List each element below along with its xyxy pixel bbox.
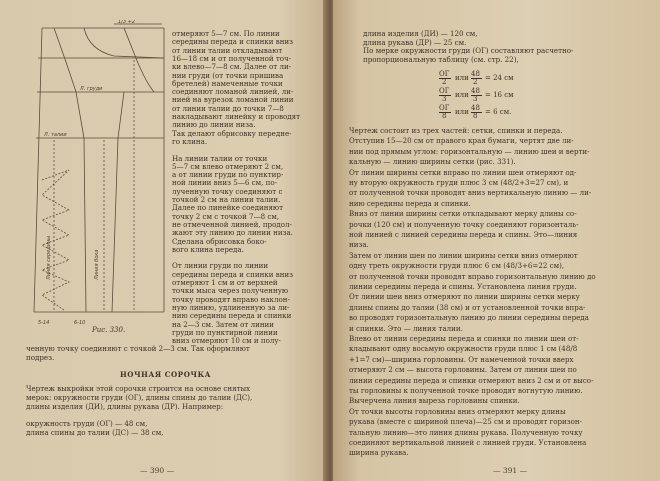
text-line: отмеряют 5—7 см. По линии bbox=[172, 29, 280, 38]
fraction-numerator: 48 bbox=[471, 70, 480, 78]
page-number-right: — 391 — bbox=[493, 466, 528, 475]
text-line: +1=7 см)—ширина горловины. От намеченной точки вверх bbox=[349, 354, 574, 364]
text-line: Чертеж состоит из трех частей: сетки, спинки и переда. bbox=[349, 126, 563, 135]
text-line: рукава (вместе с шириной плеча)—25 см и проводят горизон- bbox=[349, 417, 583, 427]
formula-row bbox=[439, 70, 559, 86]
pattern-figure bbox=[14, 20, 174, 330]
left-page bbox=[0, 0, 327, 481]
fraction-bar bbox=[471, 95, 482, 96]
text-line: и спинки. Это — линия талии. bbox=[349, 323, 463, 333]
text-line: точку проводят вправо наклон- bbox=[172, 294, 290, 304]
fraction-denominator: 2 bbox=[442, 78, 447, 86]
left-edge bbox=[34, 28, 42, 312]
fraction-denominator: 2 bbox=[473, 78, 478, 86]
figure-caption: Рис. 330. bbox=[92, 326, 126, 334]
text-line: рочки (120 см) и полученную точку соединяют горизонталь- bbox=[349, 219, 579, 229]
text-line: тальную линию—это линия длины рукава. Полученную точку bbox=[349, 427, 583, 437]
text-line: длина изделия (ДИ) — 120 см, bbox=[363, 29, 478, 38]
text-line: пропорциональную таблицу (см. стр. 22), bbox=[363, 54, 519, 64]
text-line: линии середины переда и спинки отмеряют вниз 2 см и от высо- bbox=[349, 375, 594, 385]
text-line: Затем от линии шеи по линии ширины сетки вниз отмеряют bbox=[349, 250, 578, 260]
neckline-curve bbox=[84, 28, 164, 58]
label-side: Линия бока bbox=[94, 249, 100, 280]
text-line: жают эту линию до линии низа. bbox=[172, 228, 293, 238]
text-line: линии середины переда и спины. Установлена линия груди. bbox=[349, 282, 577, 291]
label-hem-left: 5-14 bbox=[38, 320, 50, 326]
text-line: точку 2 см с точкой 7—8 см, bbox=[172, 211, 280, 221]
label-top-dim: 1/3 +2 bbox=[118, 20, 136, 25]
text-line: середины переда и спинки вниз bbox=[172, 37, 294, 47]
text-line: от линии талии откладывают bbox=[172, 45, 283, 55]
text-line: ки влево—7—8 см. Далее от ли- bbox=[172, 62, 292, 72]
text-line: на 2—3 см. Затем от линии bbox=[172, 319, 275, 329]
text-line: длина рукава (ДР) — 25 см. bbox=[363, 37, 467, 47]
text-line: По мерке окружности груди (ОГ) составляют расчетно- bbox=[363, 46, 574, 56]
fraction-bar bbox=[471, 112, 482, 113]
text-line: точки мыса через полученную bbox=[172, 286, 289, 296]
fraction-numerator: 48 bbox=[471, 87, 480, 95]
text-line: вниз отмеряют 10 см и полу- bbox=[172, 336, 281, 346]
formula-or: или bbox=[455, 74, 469, 82]
text-line: ной линии вниз 5—6 см, по- bbox=[172, 178, 277, 188]
text-line: вого клина переда. bbox=[172, 244, 244, 254]
text-line: кладывают одну восьмую окружности груди плюс 1 см (48/8 bbox=[349, 344, 578, 354]
text-line: ченную точку соединяют с точкой 2—3 см. Так оформляют bbox=[26, 344, 250, 353]
text-line: От точки высоты горловины вниз отмеряют мерку длины bbox=[349, 406, 566, 416]
text-line: нии груди (от точки пришива bbox=[172, 70, 284, 80]
text-line: ты горловины к полученной точке проводят вогнутую линию. bbox=[349, 386, 583, 395]
text-line: Влево от линии середины переда и спинки по линии шеи от- bbox=[349, 334, 579, 343]
fraction-denominator: 8 bbox=[473, 112, 478, 120]
page-number-left: — 390 — bbox=[140, 466, 175, 475]
text-line: от линии талии до точки 7—8 bbox=[172, 103, 284, 113]
formula-or: или bbox=[455, 108, 469, 116]
label-hem-right: 6-10 bbox=[74, 320, 86, 326]
text-line: На линии талии от точки bbox=[172, 153, 268, 163]
text-line: от полученной точки проводят вправо горизонтальную линию до bbox=[349, 271, 596, 281]
fraction-denominator: 3 bbox=[473, 95, 478, 103]
text-line: ную линию, удлиненную за ли- bbox=[172, 302, 290, 312]
text-line: бретелей) намеченные точки bbox=[172, 78, 283, 88]
text-line: Сделана обрисовка боко- bbox=[172, 236, 267, 246]
text-line: Так делают обрисовку передне- bbox=[172, 128, 292, 138]
text-line: нию середины переда и спинки. bbox=[349, 198, 471, 208]
front-seam bbox=[112, 92, 124, 312]
formula-result: = 24 см bbox=[485, 74, 514, 82]
text-line: Вычерчена линия выреза горловины спинки. bbox=[349, 396, 520, 406]
fraction-numerator: 48 bbox=[471, 104, 480, 112]
text-line: одну треть окружности груди плюс 6 см (48/3+6=22 см), bbox=[349, 261, 565, 271]
label-center: Линия середины bbox=[46, 235, 52, 280]
text-line: От линии шеи вниз отмеряют по линии ширины сетки мерку bbox=[349, 292, 580, 302]
fraction-denominator: 3 bbox=[442, 95, 447, 103]
fraction-bar bbox=[471, 78, 482, 79]
text-line: не отмеченной линией, продол- bbox=[172, 219, 292, 229]
text-line: во проводят горизонтальную линию до линии середины переда bbox=[349, 313, 589, 323]
text-line: низа. bbox=[349, 240, 369, 250]
right-page bbox=[333, 0, 660, 481]
text-line: го клина. bbox=[172, 136, 208, 146]
text-line: кальную — линию ширины сетки (рис. 331). bbox=[349, 157, 516, 167]
formula-or: или bbox=[455, 91, 469, 99]
text-line: Отступив 15—20 см от правого края бумаги, чертят две ли- bbox=[349, 136, 574, 146]
text-line: Вниз от линии ширины сетки откладывают мерку длины со- bbox=[349, 209, 577, 219]
label-waist: Л. талии bbox=[44, 132, 67, 138]
text-line: 5—7 см влево отмеряют 2 см, bbox=[172, 161, 284, 171]
fraction-numerator: ОГ bbox=[439, 104, 450, 112]
text-line: ну вторую окружность груди плюс 3 см (48/2+3=27 см), и bbox=[349, 178, 569, 187]
fraction-numerator: ОГ bbox=[439, 87, 450, 95]
text-line: середины переда и спинки вниз bbox=[172, 269, 294, 279]
text-line: нию середины переда и спинки bbox=[172, 311, 292, 321]
text-line: Далее по линейке соединяют bbox=[172, 203, 284, 213]
text-line: отмеряют 2 см — высота горловины. Затем от линии шеи по bbox=[349, 365, 577, 375]
fraction-bar bbox=[439, 112, 451, 113]
text-line: окружность груди (ОГ) — 48 см, bbox=[26, 419, 148, 429]
text-line: от полученной точки проводят вниз вертикальную линию — ли- bbox=[349, 188, 592, 198]
formula-row bbox=[439, 87, 559, 103]
text-line: линию до линии низа. bbox=[172, 120, 256, 130]
label-bust: Л. груди bbox=[80, 86, 103, 92]
text-line: нией на вурезок ломаной линии bbox=[172, 95, 294, 105]
fraction-bar bbox=[439, 95, 451, 96]
fraction-numerator: ОГ bbox=[439, 70, 450, 78]
text-line: длина спины до талии (ДС) — 38 см, bbox=[26, 428, 164, 437]
text-line: От линии ширины сетки вправо по линии шеи отмеряют од- bbox=[349, 167, 577, 177]
armhole-curve bbox=[54, 28, 76, 92]
text-line: соединяют вертикальной линией с линией груди. Установлена bbox=[349, 438, 587, 447]
section-title: НОЧНАЯ СОРОЧКА bbox=[120, 370, 212, 379]
text-line: а от линии груди по пунктир- bbox=[172, 170, 284, 180]
strap-curve bbox=[124, 28, 154, 92]
fraction-denominator: 8 bbox=[442, 112, 447, 120]
formula-row bbox=[439, 104, 559, 120]
text-line: груди по пунктирной линии bbox=[172, 327, 278, 337]
formula-result: = 16 см bbox=[485, 91, 514, 99]
text-line: соединяют ломаной линией, ли- bbox=[172, 87, 294, 97]
text-line: лученную точку соединяют с bbox=[172, 186, 283, 196]
text-line: подрез. bbox=[26, 352, 55, 362]
text-line: 16—18 см и от полученной точ- bbox=[172, 53, 292, 63]
text-line: ной линией с линией середины переда и спины. Это—линия bbox=[349, 230, 578, 239]
text-line: длины спины до талии (38 см) и от установленной точки впра- bbox=[349, 302, 586, 312]
text-line: точкой 2 см на линии талии. bbox=[172, 195, 281, 204]
text-line: мерок: окружности груди (ОГ), длины спины до талии (ДС), bbox=[26, 392, 253, 402]
formula-result: = 6 см. bbox=[485, 108, 512, 116]
text-line: нии под прямым углом: горизонтальную — линию шеи и верти- bbox=[349, 146, 590, 156]
text-line: ширина рукава. bbox=[349, 448, 409, 458]
text-line: отмеряют 1 см и от верхней bbox=[172, 278, 278, 287]
side-seam bbox=[76, 92, 86, 312]
text-line: накладывают линейку и проводят bbox=[172, 112, 301, 121]
text-line: Чертеж выкройки этой сорочки строится на основе снятых bbox=[26, 384, 251, 393]
text-line: От линии груди по линии bbox=[172, 261, 269, 271]
text-line: длины изделия (ДИ), длины рукава (ДР). Например: bbox=[26, 401, 224, 411]
fraction-bar bbox=[439, 78, 451, 79]
